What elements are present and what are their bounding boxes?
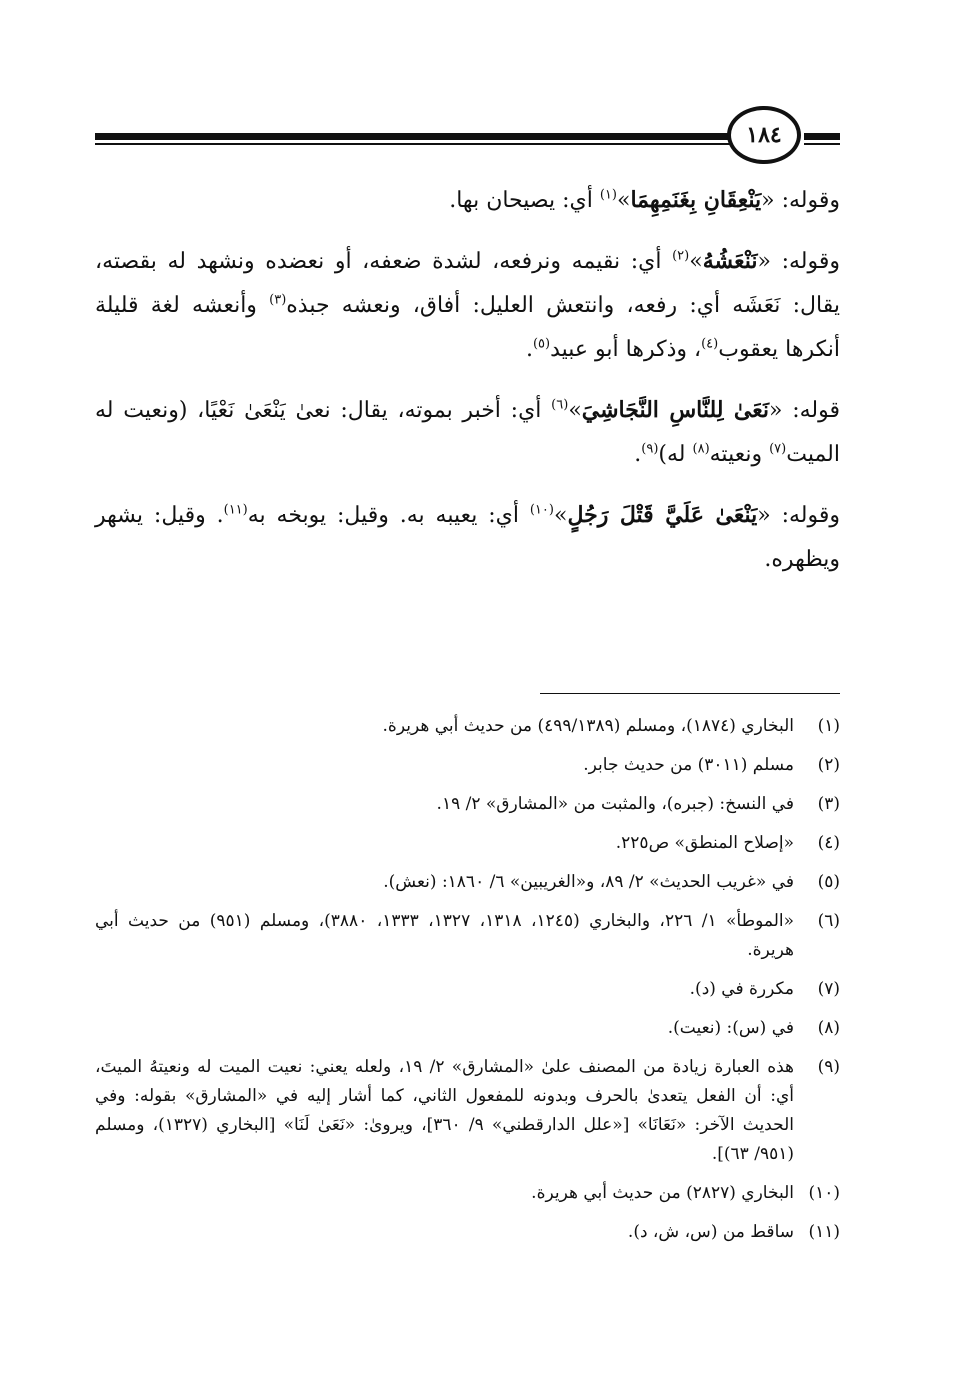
quote-close: » <box>568 398 582 423</box>
quote-close: » <box>689 249 703 274</box>
footnote-text: في النسخ: (جبره)، والمثبت من «المشارق» ٢/ ١٩. <box>436 794 794 814</box>
paragraph-text: . <box>525 337 533 362</box>
footnote-text: «الموطأ» ١/ ٢٢٦، والبخاري (١٢٤٥، ١٣١٨، ١٣٢٧، ١٣٣٣، ٣٨٨٠)، ومسلم (٩٥١) من حديث أبي هريرة. <box>95 911 795 960</box>
main-text <box>95 178 840 598</box>
footnote-text: البخاري (٢٨٢٧) من حديث أبي هريرة. <box>531 1183 794 1203</box>
footnote-number: (٦) <box>817 911 840 931</box>
footnote-text: في «غريب الحديث» ٢/ ٨٩، و«الغريبين» ٦/ ١٨٦٠: (نعش). <box>383 872 794 892</box>
footnote-item <box>95 1179 840 1208</box>
footnote-text: مكررة في (د). <box>689 979 794 999</box>
footnote-item <box>95 907 840 965</box>
footnote-number: (١) <box>817 716 840 736</box>
header-rule-right <box>804 133 840 140</box>
footnote-ref: (٤) <box>701 336 719 352</box>
footnote-ref: (٧) <box>769 441 787 457</box>
paragraph-text: وأنعشه لغة قليلة أنكرها يعقوب <box>95 293 840 362</box>
footnote-ref: (١٠) <box>529 502 554 518</box>
footnote-item <box>95 975 840 1004</box>
footnote-number: (٢) <box>817 755 840 775</box>
footnote-item <box>95 751 840 780</box>
footnotes <box>95 712 840 1257</box>
footnote-ref: (٣) <box>269 292 287 308</box>
paragraph-3 <box>95 388 840 477</box>
footnote-item <box>95 1218 840 1247</box>
footnote-number: (١٠) <box>808 1183 840 1203</box>
paragraph-4 <box>95 493 840 582</box>
paragraph-lead: وقوله: « <box>761 188 840 213</box>
footnote-item <box>95 712 840 741</box>
paragraph-lead: وقوله: « <box>757 503 840 528</box>
footnote-number: (٤) <box>817 833 840 853</box>
page-number: ١٨٤ <box>727 106 801 164</box>
footnote-text: البخاري (١٨٧٤)، ومسلم (٤٩٩/١٣٨٩) من حديث أبي هريرة. <box>382 716 794 736</box>
hadith-term: يَنْعَىٰ عَلَيَّ قَتْلَ رَجُلٍ <box>567 502 758 528</box>
footnote-ref: (٥) <box>532 336 551 352</box>
paragraph-text: أي: يعيبه به. وقيل: يوبخه به <box>247 503 530 528</box>
footnote-number: (٣) <box>817 794 840 814</box>
paragraph-text: . <box>634 442 642 467</box>
paragraph-text: ونعيته <box>709 442 770 467</box>
paragraph-text: أي: أخبر بموته، يقال: نعىٰ يَنْعَىٰ نَعْيًا، (ونعيت له الميت <box>95 398 840 467</box>
footnote-ref: (١١) <box>223 502 248 518</box>
footnote-item <box>95 829 840 858</box>
paragraph-2 <box>95 239 840 372</box>
footnote-number: (٥) <box>817 872 840 892</box>
footnote-text: هذه العبارة زيادة من المصنف علىٰ «المشارق» ٢/ ١٩، ولعله يعني: نعيت الميت له ونعيتهُ الميتَ، أي: أن الفعل يتعدىٰ بالحرف وبدونه للمفعول الثاني، كما أشار إليه في «المشارق» بقوله: وفي الحديث الآخر: «نَعَانَا» [«علل الدارقطني» ٩/ ٣٦٠]، ويروىٰ: «نَعَىٰ لَنَا» [البخاري (١٣٢٧)، ومسلم (٩٥١/ ٦٣)]. <box>95 1057 795 1164</box>
hadith-term: يَنْعِقَانِ بِغَنَمِهِمَا <box>630 187 762 213</box>
footnote-text: في (س): (نعيت). <box>667 1018 794 1038</box>
page-header <box>95 106 840 166</box>
footnote-item <box>95 790 840 819</box>
header-rule <box>95 133 735 140</box>
footnote-number: (١١) <box>808 1222 840 1242</box>
header-rule-thin <box>95 143 735 145</box>
quote-close: » <box>616 188 631 213</box>
paragraph-text: ، وذكرها أبو عبيد <box>550 337 702 362</box>
footnote-text: ساقط من (س، ش، د). <box>627 1222 794 1242</box>
paragraph-lead: وقوله: « <box>757 249 841 274</box>
footnote-number: (٧) <box>817 979 840 999</box>
paragraph-text: أي: نقيمه ونرفعه، لشدة ضعفه، أو نعضده ونشهد له بقصته، يقال: نَعَشَه أي: رفعه، وانتعش العليل: أفاق، ونعشه جبذه <box>95 249 840 318</box>
footnote-text: «إصلاح المنطق» ص٢٢٥. <box>615 833 794 853</box>
footnote-ref: (٩) <box>641 441 659 457</box>
footnote-number: (٩) <box>817 1057 840 1077</box>
paragraph-text: . وقيل: يشهر ويظهره. <box>95 503 840 572</box>
footnote-ref: (١) <box>599 187 617 203</box>
footnote-ref: (٨) <box>692 441 710 457</box>
hadith-term: نَعَىٰ لِلنَّاسِ النَّجَاشِيَ <box>581 397 769 423</box>
paragraph-text: له) <box>658 442 693 467</box>
footnote-ref: (٢) <box>672 248 690 264</box>
header-rule-right-thin <box>804 143 840 145</box>
quote-close: » <box>553 503 568 528</box>
footnote-item <box>95 1014 840 1043</box>
hadith-term: نَنْعَشُهُ <box>702 248 758 274</box>
footnote-number: (٨) <box>817 1018 840 1038</box>
footnote-item <box>95 1053 840 1169</box>
paragraph-1 <box>95 178 840 223</box>
paragraph-text: أي: يصيحان بها. <box>449 188 600 213</box>
footnote-ref: (٦) <box>551 397 569 413</box>
footnote-text: مسلم (٣٠١١) من حديث جابر. <box>583 755 794 775</box>
footnote-separator <box>540 693 840 694</box>
paragraph-lead: قوله: « <box>769 398 840 423</box>
footnote-item <box>95 868 840 897</box>
